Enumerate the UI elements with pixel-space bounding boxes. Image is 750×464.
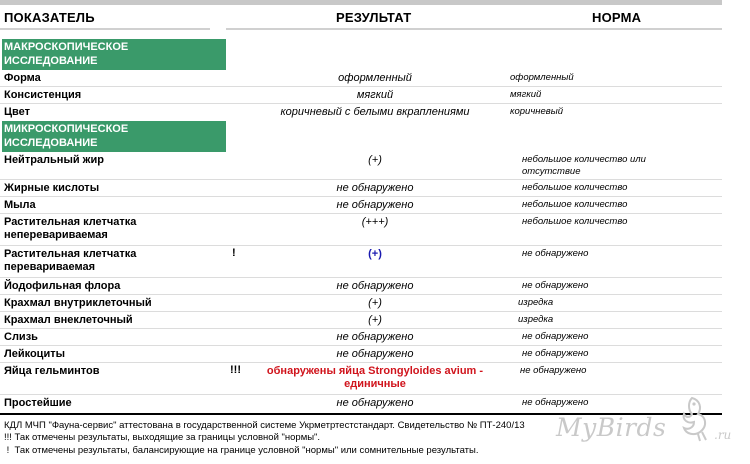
table-row bbox=[0, 197, 722, 214]
row-result: не обнаружено bbox=[336, 331, 414, 343]
row-norm: изредка bbox=[518, 314, 554, 325]
row-norm: небольшое количество или отсутствие bbox=[522, 154, 646, 177]
row-norm: мягкий bbox=[510, 89, 542, 100]
row-result: коричневый с белыми вкраплениями bbox=[280, 106, 470, 118]
table-row bbox=[0, 363, 722, 395]
footer-certificate: КДЛ МЧП "Фауна-сервис" аттестована в государственной системе Укрметртестстандарт. Свидетельство № ПТ-240/13 bbox=[4, 420, 525, 431]
alert-mark: !!! bbox=[230, 364, 241, 376]
table-row bbox=[0, 87, 722, 104]
row-name: Крахмал внутриклеточный bbox=[4, 297, 152, 309]
row-result: не обнаружено bbox=[336, 280, 414, 292]
row-result: (+++) bbox=[361, 216, 389, 228]
borderline-mark: ! bbox=[232, 247, 236, 259]
table-row bbox=[0, 180, 722, 197]
row-result: (+) bbox=[368, 248, 382, 260]
row-name: Простейшие bbox=[4, 397, 72, 409]
header-result: РЕЗУЛЬТАТ bbox=[336, 10, 412, 25]
row-name: Нейтральный жир bbox=[4, 154, 104, 166]
row-name: Форма bbox=[4, 72, 41, 84]
row-name: Яйца гельминтов bbox=[4, 365, 100, 377]
row-result: не обнаружено bbox=[336, 397, 414, 409]
bird-watermark-icon bbox=[672, 394, 712, 442]
row-norm: не обнаружено bbox=[522, 248, 589, 259]
header-norm: НОРМА bbox=[592, 10, 642, 25]
row-name: Жирные кислоты bbox=[4, 182, 100, 194]
row-norm: не обнаружено bbox=[522, 397, 589, 408]
row-name: Йодофильная флора bbox=[4, 280, 121, 292]
row-result: не обнаружено bbox=[336, 199, 414, 211]
row-norm: не обнаружено bbox=[522, 280, 589, 291]
row-name: Консистенция bbox=[4, 89, 82, 101]
row-norm: небольшое количество bbox=[522, 199, 628, 210]
table-row bbox=[0, 295, 722, 312]
table-row bbox=[0, 346, 722, 363]
table-row bbox=[0, 395, 722, 412]
table-row bbox=[0, 312, 722, 329]
top-bar bbox=[0, 0, 722, 5]
footer-legend-borderline: ! Так отмечены результаты, балансирующие на границе условной "нормы" или сомнительные результаты. bbox=[4, 445, 479, 456]
row-name: Мыла bbox=[4, 199, 36, 211]
row-name: Слизь bbox=[4, 331, 38, 343]
row-result: мягкий bbox=[356, 89, 394, 101]
footer-legend-alert: !!! Так отмечены результаты, выходящие за границы условной "нормы". bbox=[4, 432, 321, 443]
row-norm: не обнаружено bbox=[520, 365, 587, 376]
header-rule bbox=[226, 28, 722, 30]
row-norm: небольшое количество bbox=[522, 216, 628, 227]
row-result: оформленный bbox=[338, 72, 412, 84]
table-row bbox=[0, 246, 722, 278]
row-norm: небольшое количество bbox=[522, 182, 628, 193]
row-name: Лейкоциты bbox=[4, 348, 65, 360]
table-row bbox=[0, 329, 722, 346]
row-result: не обнаружено bbox=[336, 182, 414, 194]
row-result: (+) bbox=[368, 314, 382, 326]
row-result: (+) bbox=[368, 154, 382, 166]
row-norm: не обнаружено bbox=[522, 331, 589, 342]
table-row bbox=[0, 70, 722, 87]
row-name: Крахмал внеклеточный bbox=[4, 314, 133, 326]
row-norm: оформленный bbox=[510, 72, 574, 83]
row-result: обнаружены яйца Strongyloides avium - единичные bbox=[266, 365, 484, 390]
watermark-tld: .ru bbox=[714, 428, 732, 442]
section-macro: МАКРОСКОПИЧЕСКОЕ ИССЛЕДОВАНИЕ bbox=[2, 39, 226, 70]
row-norm: не обнаружено bbox=[522, 348, 589, 359]
row-norm: изредка bbox=[518, 297, 554, 308]
table-row bbox=[0, 152, 722, 180]
row-result: не обнаружено bbox=[336, 348, 414, 360]
section-micro: МИКРОСКОПИЧЕСКОЕ ИССЛЕДОВАНИЕ bbox=[2, 121, 226, 152]
watermark-brand: MyBirds bbox=[556, 413, 667, 442]
header-rule bbox=[0, 28, 210, 30]
table-row bbox=[0, 104, 722, 121]
header-indicator: ПОКАЗАТЕЛЬ bbox=[4, 10, 95, 25]
row-result: (+) bbox=[368, 297, 382, 309]
row-norm: коричневый bbox=[510, 106, 563, 117]
row-name: Растительная клетчатка перевариваемая bbox=[4, 248, 137, 273]
row-name: Растительная клетчатка неперевариваемая bbox=[4, 216, 137, 241]
table-row bbox=[0, 278, 722, 295]
table-row bbox=[0, 214, 722, 246]
row-name: Цвет bbox=[4, 106, 31, 118]
